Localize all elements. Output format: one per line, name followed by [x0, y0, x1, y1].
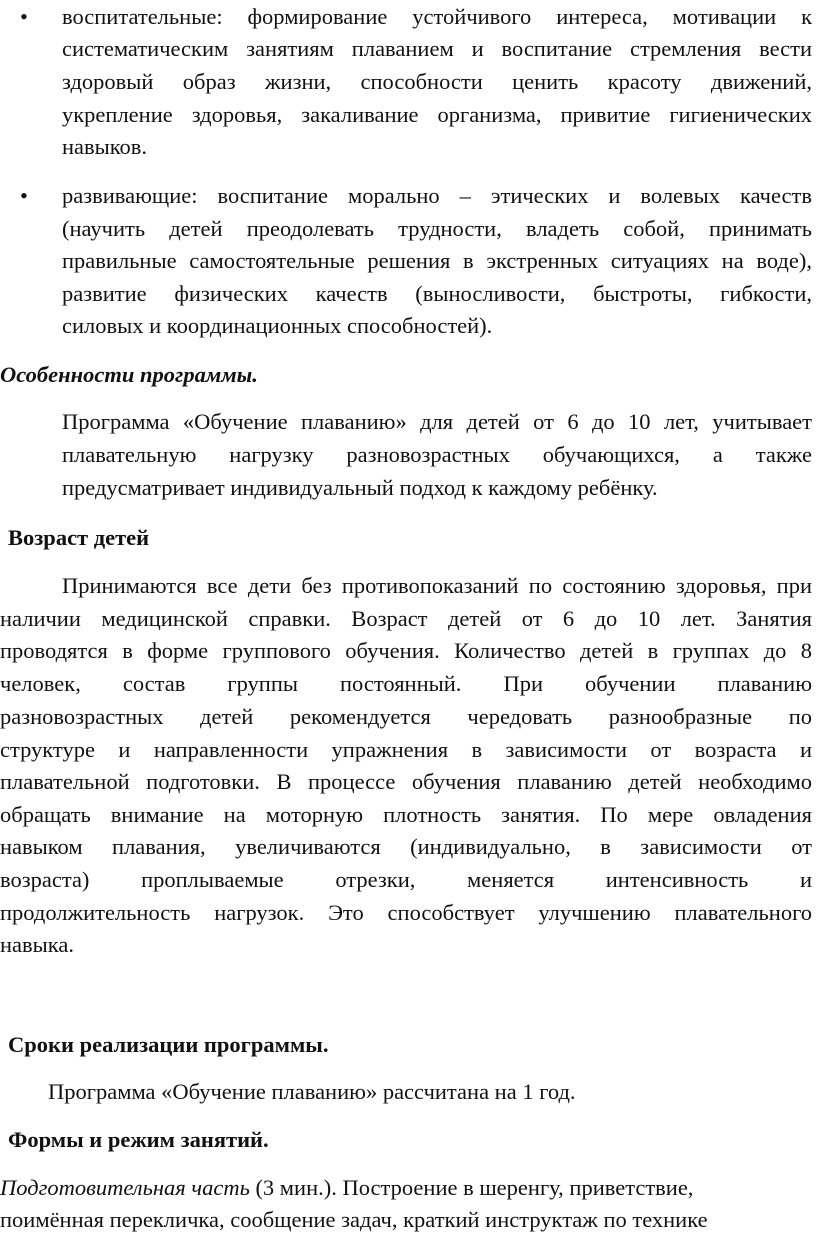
bullet-icon: •	[20, 4, 28, 29]
text-line: систематическим занятиям плаванием и воспитание стремления вести	[62, 36, 812, 61]
text-line: правильные самостоятельные решения в экстренных ситуациях на воде),	[62, 248, 812, 273]
text-line: Программа «Обучение плаванию» рассчитана на 1 год.	[48, 1079, 576, 1104]
bullet-icon: •	[20, 183, 28, 208]
section-heading-age: Возраст детей	[8, 525, 150, 550]
section-heading-forms: Формы и режим занятий.	[8, 1127, 269, 1152]
section-heading-terms: Сроки реализации программы.	[8, 1032, 329, 1057]
text-line: наличии медицинской справки. Возраст детей от 6 до 10 лет. Занятия	[0, 606, 812, 631]
text-line: продолжительность нагрузок. Это способствует улучшению плавательного	[0, 900, 812, 925]
text-line: предусматривает индивидуальный подход к каждому ребёнку.	[62, 475, 658, 500]
text-line: Программа «Обучение плаванию» для детей от 6 до 10 лет, учитывает	[62, 409, 812, 434]
text-line: навыком плавания, увеличиваются (индивидуально, в зависимости от	[0, 834, 812, 859]
text-line: воспитательные: формирование устойчивого интереса, мотивации к	[62, 4, 812, 29]
text-line: проводятся в форме группового обучения. Количество детей в группах до 8	[0, 638, 812, 663]
text-line: силовых и координационных способностей).	[62, 313, 493, 338]
text-line: плавательной подготовки. В процессе обучения плаванию детей необходимо	[0, 769, 812, 794]
part-text: (3 мин.). Построение в шеренгу, приветствие,	[249, 1175, 694, 1200]
text-line: плавательную нагрузку разновозрастных обучающихся, а также	[62, 442, 812, 467]
text-line	[0, 1175, 693, 1201]
text-line: развитие физических качеств (выносливости, быстроты, гибкости,	[62, 281, 812, 306]
text-line: Принимаются все дети без противопоказаний по состоянию здоровья, при	[62, 573, 812, 598]
text-line: человек, состав группы постоянный. При обучении плаванию	[0, 671, 812, 696]
text-line: структуре и направленности упражнения в зависимости от возраста и	[0, 737, 812, 762]
section-heading-features: Особенности программы.	[0, 362, 258, 387]
part-label: Подготовительная часть	[0, 1175, 250, 1200]
text-line: обращать внимание на моторную плотность занятия. По мере овладения	[0, 802, 812, 827]
text-line: навыка.	[0, 932, 74, 957]
text-line: (научить детей преодолевать трудности, владеть собой, принимать	[62, 216, 812, 241]
text-line: здоровый образ жизни, способности ценить красоту движений,	[62, 69, 812, 94]
text-line: развивающие: воспитание морально – этических и волевых качеств	[62, 183, 812, 208]
text-line: укрепление здоровья, закаливание организма, привитие гигиенических	[62, 102, 812, 127]
text-line: разновозрастных детей рекомендуется чередовать разнообразные по	[0, 704, 812, 729]
text-line: навыков.	[62, 134, 148, 159]
text-line: поимённая перекличка, сообщение задач, краткий инструктаж по технике	[0, 1207, 708, 1232]
text-line: возраста) проплываемые отрезки, меняется интенсивность и	[0, 867, 812, 892]
